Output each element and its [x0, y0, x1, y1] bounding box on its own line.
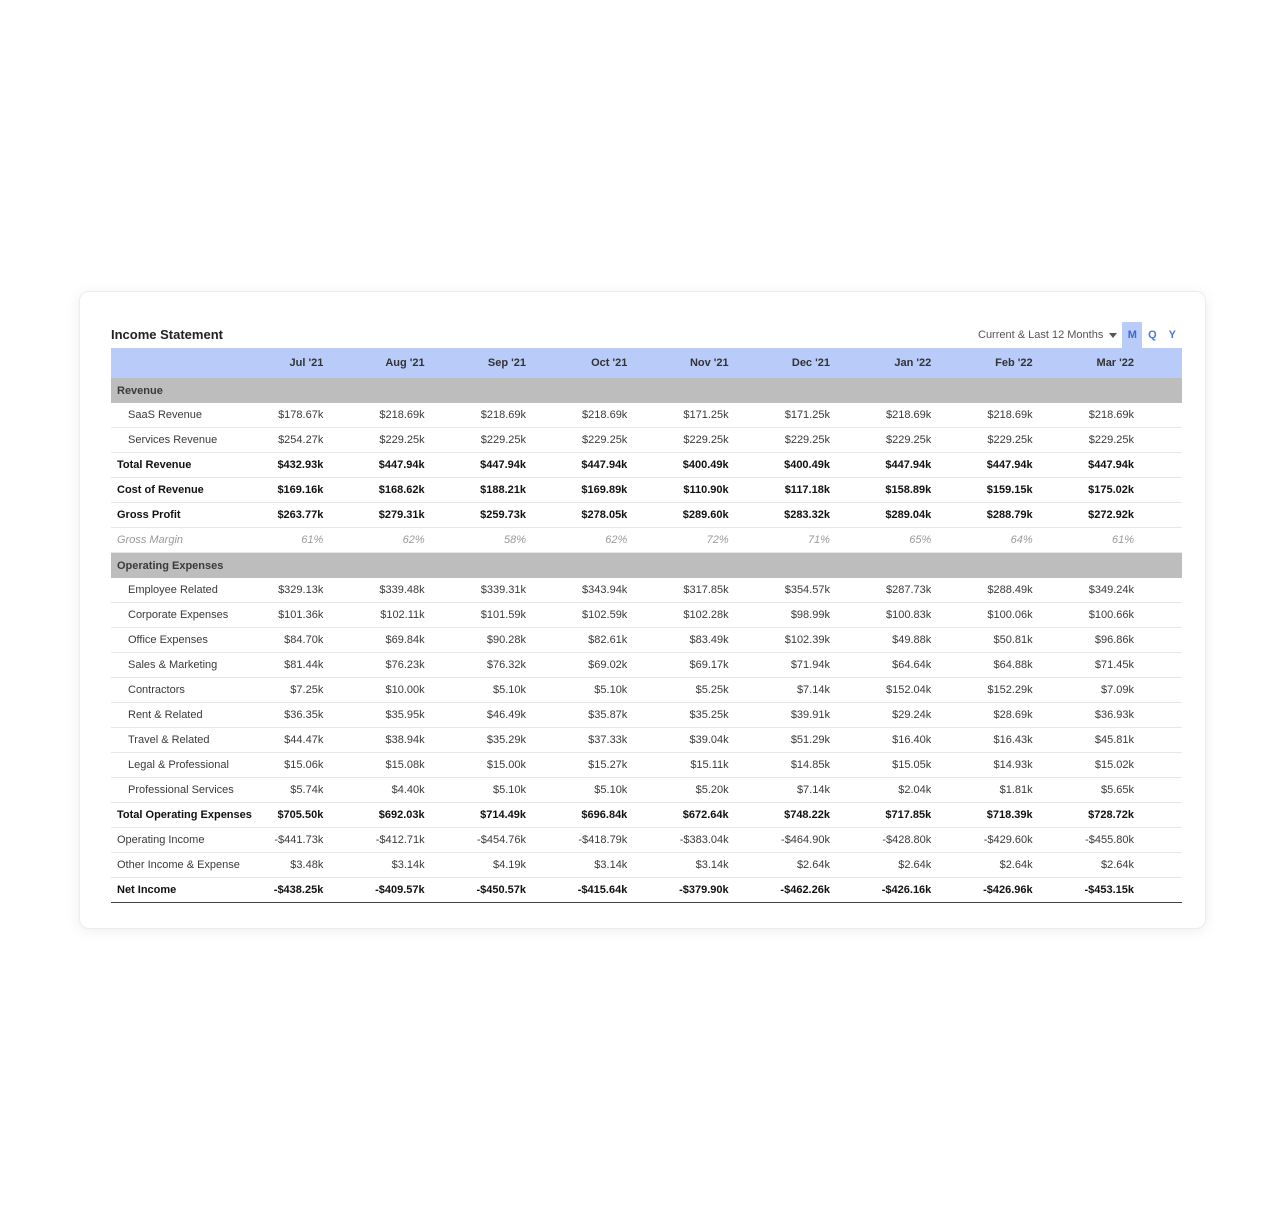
- value-cell: -$415.64k: [574, 878, 675, 903]
- section-row-revenue: [111, 378, 1182, 403]
- value-cell: $102.39k: [777, 628, 878, 653]
- row-label: Net Income: [111, 878, 270, 903]
- value-cell: -$464.90k: [777, 828, 878, 853]
- row-label: Rent & Related: [111, 703, 270, 728]
- table-row-contractors: [111, 678, 1182, 703]
- value-cell: -$379.90k: [675, 878, 776, 903]
- value-cell: $15.08k: [371, 753, 472, 778]
- column-header: Oct '21: [591, 357, 628, 369]
- value-cell: $90.28k: [473, 628, 574, 653]
- column-header: Nov '21: [689, 357, 729, 369]
- value-cell: $229.25k: [777, 428, 878, 453]
- row-label: Contractors: [111, 678, 270, 703]
- card-title: Income Statement: [111, 327, 223, 342]
- value-cell: $3.14k: [371, 853, 472, 878]
- value-cell: $168.62k: [371, 478, 472, 503]
- value-cell: -$426.16k: [878, 878, 979, 903]
- value-cell: $35.29k: [473, 728, 574, 753]
- row-label: Professional Services: [111, 778, 270, 803]
- value-cell: $102.59k: [574, 603, 675, 628]
- value-cell: $71.45k: [1081, 653, 1182, 678]
- value-cell: $64.64k: [878, 653, 979, 678]
- value-cell: -$438.25k: [270, 878, 371, 903]
- value-cell: $259.73k: [473, 503, 574, 528]
- column-header: Jan '22: [894, 357, 932, 369]
- value-cell: $100.66k: [1081, 603, 1182, 628]
- section-label: Operating Expenses: [111, 553, 1182, 579]
- row-label: Gross Profit: [111, 503, 270, 528]
- value-cell: $44.47k: [270, 728, 371, 753]
- row-label: Total Revenue: [111, 453, 270, 478]
- value-cell: $15.00k: [473, 753, 574, 778]
- table-row-total-operating-expenses: [111, 803, 1182, 828]
- value-cell: $39.04k: [675, 728, 776, 753]
- value-cell: $4.19k: [473, 853, 574, 878]
- value-cell: 61%: [1081, 528, 1182, 553]
- value-cell: $71.94k: [777, 653, 878, 678]
- value-cell: -$441.73k: [270, 828, 371, 853]
- value-cell: $35.25k: [675, 703, 776, 728]
- value-cell: $171.25k: [777, 403, 878, 428]
- value-cell: $69.17k: [675, 653, 776, 678]
- value-cell: $96.86k: [1081, 628, 1182, 653]
- value-cell: $289.04k: [878, 503, 979, 528]
- value-cell: $102.28k: [675, 603, 776, 628]
- value-cell: $447.94k: [574, 453, 675, 478]
- value-cell: $1.81k: [979, 778, 1080, 803]
- value-cell: 71%: [777, 528, 878, 553]
- value-cell: $218.69k: [979, 403, 1080, 428]
- column-header: Sep '21: [487, 357, 526, 369]
- value-cell: $329.13k: [270, 578, 371, 603]
- value-cell: $717.85k: [878, 803, 979, 828]
- value-cell: $175.02k: [1081, 478, 1182, 503]
- value-cell: $672.64k: [675, 803, 776, 828]
- row-label: SaaS Revenue: [111, 403, 270, 428]
- value-cell: -$429.60k: [979, 828, 1080, 853]
- value-cell: $64.88k: [979, 653, 1080, 678]
- period-monthly-button[interactable]: M: [1122, 322, 1142, 348]
- value-cell: $98.99k: [777, 603, 878, 628]
- value-cell: $101.36k: [270, 603, 371, 628]
- value-cell: $229.25k: [371, 428, 472, 453]
- value-cell: $76.23k: [371, 653, 472, 678]
- value-cell: $16.40k: [878, 728, 979, 753]
- value-cell: $2.64k: [1081, 853, 1182, 878]
- column-header: Jul '21: [289, 357, 324, 369]
- row-label: Total Operating Expenses: [111, 803, 270, 828]
- value-cell: $718.39k: [979, 803, 1080, 828]
- value-cell: $229.25k: [878, 428, 979, 453]
- value-cell: $229.25k: [675, 428, 776, 453]
- value-cell: $339.48k: [371, 578, 472, 603]
- value-cell: $714.49k: [473, 803, 574, 828]
- value-cell: $696.84k: [574, 803, 675, 828]
- value-cell: $45.81k: [1081, 728, 1182, 753]
- table-row-total-revenue: [111, 453, 1182, 478]
- value-cell: $51.29k: [777, 728, 878, 753]
- value-cell: $218.69k: [371, 403, 472, 428]
- value-cell: $288.49k: [979, 578, 1080, 603]
- table-row-travel-related: [111, 728, 1182, 753]
- section-label: Revenue: [111, 378, 1182, 403]
- table-row-sales-marketing: [111, 653, 1182, 678]
- value-cell: $2.04k: [878, 778, 979, 803]
- value-cell: $279.31k: [371, 503, 472, 528]
- value-cell: $278.05k: [574, 503, 675, 528]
- value-cell: $50.81k: [979, 628, 1080, 653]
- value-cell: $432.93k: [270, 453, 371, 478]
- table-row-operating-income: [111, 828, 1182, 853]
- row-label: Legal & Professional: [111, 753, 270, 778]
- date-range-label: Current & Last 12 Months: [978, 329, 1104, 341]
- value-cell: $169.16k: [270, 478, 371, 503]
- value-cell: $289.60k: [675, 503, 776, 528]
- value-cell: $218.69k: [473, 403, 574, 428]
- value-cell: $343.94k: [574, 578, 675, 603]
- value-cell: $263.77k: [270, 503, 371, 528]
- value-cell: $101.59k: [473, 603, 574, 628]
- value-cell: $7.14k: [777, 778, 878, 803]
- value-cell: $7.25k: [270, 678, 371, 703]
- value-cell: $705.50k: [270, 803, 371, 828]
- column-header: Aug '21: [385, 357, 425, 369]
- table-row-cost-of-revenue: [111, 478, 1182, 503]
- value-cell: $16.43k: [979, 728, 1080, 753]
- value-cell: $117.18k: [777, 478, 878, 503]
- section-row-operating-expenses: [111, 553, 1182, 579]
- value-cell: $692.03k: [371, 803, 472, 828]
- row-label: Employee Related: [111, 578, 270, 603]
- value-cell: $218.69k: [878, 403, 979, 428]
- period-yearly-button[interactable]: Y: [1168, 329, 1177, 341]
- value-cell: $447.94k: [371, 453, 472, 478]
- value-cell: $272.92k: [1081, 503, 1182, 528]
- column-header: Dec '21: [791, 357, 830, 369]
- value-cell: $152.29k: [979, 678, 1080, 703]
- value-cell: -$428.80k: [878, 828, 979, 853]
- table-row-other-income-expense: [111, 853, 1182, 878]
- value-cell: $29.24k: [878, 703, 979, 728]
- value-cell: -$412.71k: [371, 828, 472, 853]
- value-cell: $159.15k: [979, 478, 1080, 503]
- row-label: Travel & Related: [111, 728, 270, 753]
- value-cell: $218.69k: [574, 403, 675, 428]
- income-statement-table: [111, 348, 1182, 903]
- row-label: Office Expenses: [111, 628, 270, 653]
- value-cell: $36.93k: [1081, 703, 1182, 728]
- period-controls: [978, 322, 1182, 348]
- value-cell: $102.11k: [371, 603, 472, 628]
- value-cell: $14.93k: [979, 753, 1080, 778]
- value-cell: $15.05k: [878, 753, 979, 778]
- row-label: Other Income & Expense: [111, 853, 270, 878]
- value-cell: $14.85k: [777, 753, 878, 778]
- value-cell: $5.20k: [675, 778, 776, 803]
- value-cell: 72%: [675, 528, 776, 553]
- value-cell: $354.57k: [777, 578, 878, 603]
- value-cell: $46.49k: [473, 703, 574, 728]
- value-cell: $49.88k: [878, 628, 979, 653]
- value-cell: $158.89k: [878, 478, 979, 503]
- table-row-office-expenses: [111, 628, 1182, 653]
- value-cell: 61%: [270, 528, 371, 553]
- row-label: Operating Income: [111, 828, 270, 853]
- value-cell: $2.64k: [878, 853, 979, 878]
- value-cell: $69.02k: [574, 653, 675, 678]
- caret-down-icon: [1109, 333, 1117, 338]
- value-cell: $3.48k: [270, 853, 371, 878]
- value-cell: $5.74k: [270, 778, 371, 803]
- value-cell: -$409.57k: [371, 878, 472, 903]
- value-cell: $35.95k: [371, 703, 472, 728]
- table-row-legal-professional: [111, 753, 1182, 778]
- value-cell: $178.67k: [270, 403, 371, 428]
- value-cell: $229.25k: [574, 428, 675, 453]
- value-cell: $37.33k: [574, 728, 675, 753]
- value-cell: -$454.76k: [473, 828, 574, 853]
- value-cell: $349.24k: [1081, 578, 1182, 603]
- value-cell: $447.94k: [979, 453, 1080, 478]
- value-cell: $5.65k: [1081, 778, 1182, 803]
- value-cell: $28.69k: [979, 703, 1080, 728]
- table-row-services-revenue: [111, 428, 1182, 453]
- value-cell: 62%: [371, 528, 472, 553]
- table-row-rent-related: [111, 703, 1182, 728]
- date-range-dropdown[interactable]: [978, 329, 1122, 341]
- value-cell: $4.40k: [371, 778, 472, 803]
- value-cell: $447.94k: [878, 453, 979, 478]
- table-row-gross-profit: [111, 503, 1182, 528]
- value-cell: $7.09k: [1081, 678, 1182, 703]
- value-cell: $7.14k: [777, 678, 878, 703]
- value-cell: 58%: [473, 528, 574, 553]
- period-quarterly-button[interactable]: Q: [1148, 329, 1157, 341]
- value-cell: $5.10k: [473, 778, 574, 803]
- row-label: Cost of Revenue: [111, 478, 270, 503]
- value-cell: $339.31k: [473, 578, 574, 603]
- value-cell: $188.21k: [473, 478, 574, 503]
- value-cell: $3.14k: [675, 853, 776, 878]
- row-label: Services Revenue: [111, 428, 270, 453]
- table-row-net-income: [111, 878, 1182, 903]
- value-cell: $283.32k: [777, 503, 878, 528]
- value-cell: $317.85k: [675, 578, 776, 603]
- value-cell: 64%: [979, 528, 1080, 553]
- value-cell: $728.72k: [1081, 803, 1182, 828]
- value-cell: $82.61k: [574, 628, 675, 653]
- value-cell: $15.06k: [270, 753, 371, 778]
- value-cell: $69.84k: [371, 628, 472, 653]
- value-cell: $36.35k: [270, 703, 371, 728]
- value-cell: $447.94k: [1081, 453, 1182, 478]
- table-row-gross-margin: [111, 528, 1182, 553]
- value-cell: $15.27k: [574, 753, 675, 778]
- value-cell: $2.64k: [777, 853, 878, 878]
- value-cell: $10.00k: [371, 678, 472, 703]
- value-cell: 65%: [878, 528, 979, 553]
- value-cell: $3.14k: [574, 853, 675, 878]
- table-body: [111, 378, 1182, 903]
- value-cell: $35.87k: [574, 703, 675, 728]
- value-cell: $287.73k: [878, 578, 979, 603]
- value-cell: $229.25k: [979, 428, 1080, 453]
- value-cell: $5.25k: [675, 678, 776, 703]
- value-cell: $5.10k: [574, 678, 675, 703]
- value-cell: 62%: [574, 528, 675, 553]
- value-cell: $100.83k: [878, 603, 979, 628]
- value-cell: $15.11k: [675, 753, 776, 778]
- value-cell: $254.27k: [270, 428, 371, 453]
- value-cell: $84.70k: [270, 628, 371, 653]
- value-cell: $171.25k: [675, 403, 776, 428]
- value-cell: $748.22k: [777, 803, 878, 828]
- value-cell: $76.32k: [473, 653, 574, 678]
- value-cell: -$455.80k: [1081, 828, 1182, 853]
- income-statement-card: [79, 291, 1206, 929]
- row-label: Sales & Marketing: [111, 653, 270, 678]
- value-cell: -$418.79k: [574, 828, 675, 853]
- value-cell: -$453.15k: [1081, 878, 1182, 903]
- value-cell: $15.02k: [1081, 753, 1182, 778]
- value-cell: $152.04k: [878, 678, 979, 703]
- value-cell: $100.06k: [979, 603, 1080, 628]
- value-cell: -$383.04k: [675, 828, 776, 853]
- value-cell: $229.25k: [1081, 428, 1182, 453]
- value-cell: $5.10k: [473, 678, 574, 703]
- value-cell: $447.94k: [473, 453, 574, 478]
- header-row: [111, 348, 1182, 378]
- value-cell: $288.79k: [979, 503, 1080, 528]
- table-row-employee-related: [111, 578, 1182, 603]
- value-cell: -$462.26k: [777, 878, 878, 903]
- value-cell: -$450.57k: [473, 878, 574, 903]
- value-cell: -$426.96k: [979, 878, 1080, 903]
- column-header: Feb '22: [995, 357, 1033, 369]
- value-cell: $83.49k: [675, 628, 776, 653]
- row-label: Corporate Expenses: [111, 603, 270, 628]
- value-cell: $81.44k: [270, 653, 371, 678]
- header-label-cell: [111, 348, 270, 378]
- column-header: Mar '22: [1096, 357, 1134, 369]
- value-cell: $39.91k: [777, 703, 878, 728]
- value-cell: $229.25k: [473, 428, 574, 453]
- value-cell: $169.89k: [574, 478, 675, 503]
- value-cell: $110.90k: [675, 478, 776, 503]
- value-cell: $400.49k: [777, 453, 878, 478]
- table-row-professional-services: [111, 778, 1182, 803]
- value-cell: $38.94k: [371, 728, 472, 753]
- table-row-saas-revenue: [111, 403, 1182, 428]
- value-cell: $218.69k: [1081, 403, 1182, 428]
- row-label: Gross Margin: [111, 528, 270, 553]
- value-cell: $400.49k: [675, 453, 776, 478]
- value-cell: $5.10k: [574, 778, 675, 803]
- value-cell: $2.64k: [979, 853, 1080, 878]
- table-row-corporate-expenses: [111, 603, 1182, 628]
